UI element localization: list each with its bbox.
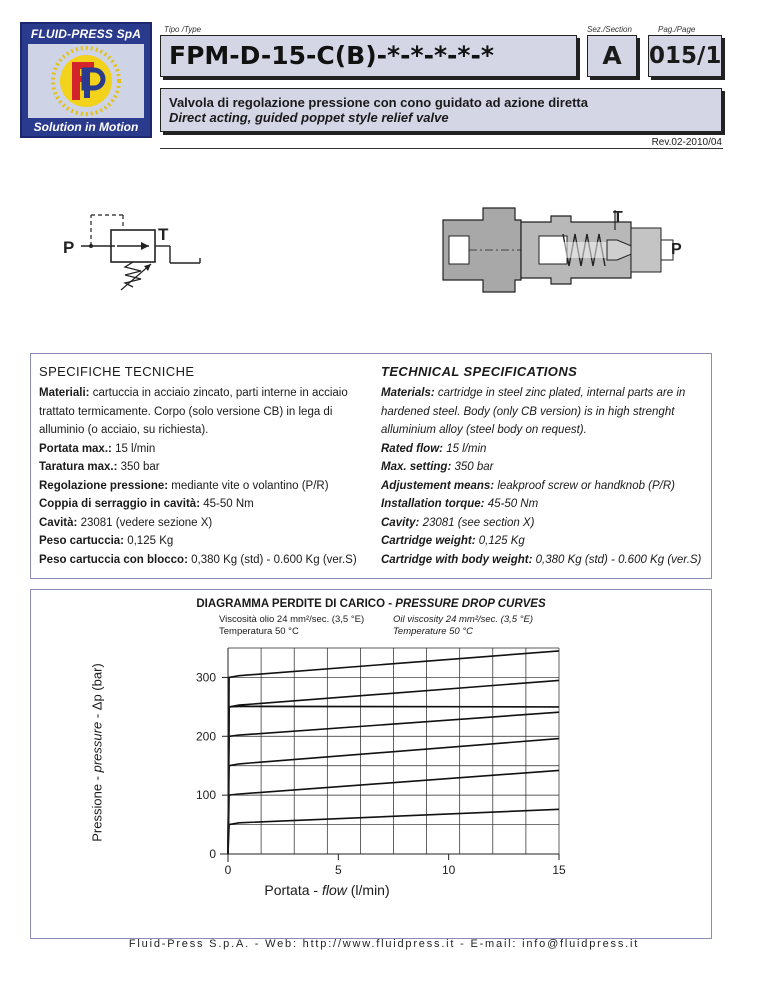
spec-cavity-en: Cavity: 23081 (see section X) [381, 516, 535, 529]
subtitle-italian: Valvola di regolazione pressione con cono guidato ad azione diretta [169, 95, 588, 110]
x-tick-label: 0 [224, 863, 232, 877]
chart-note-temp-it: Temperatura 50 °C [219, 626, 299, 637]
fp-emblem-icon [28, 44, 144, 118]
section-port-p: P [671, 241, 682, 258]
spec-torque-it: Coppia di serraggio in cavità: 45-50 Nm [39, 498, 254, 510]
x-tick-label: 5 [334, 863, 342, 877]
symbol-port-t: T [158, 225, 169, 244]
type-label: Tipo /Type [164, 25, 202, 34]
valve-section-drawing [435, 200, 695, 300]
model-title: FPM-D-15-C(B)-*-*-*-*-* [169, 41, 494, 70]
subtitle-box [160, 88, 722, 132]
subtitle-english: Direct acting, guided poppet style relief valve [169, 110, 449, 125]
spec-flow-it: Portata max.: 15 l/min [39, 442, 156, 455]
chart-note-viscosity-en: Oil viscosity 24 mm²/sec. (3,5 °E) [393, 614, 533, 625]
y-tick-label: 300 [195, 670, 216, 685]
x-axis-label: Portata - flow (l/min) [264, 882, 390, 898]
y-axis-label: Pressione - pressure - Δp (bar) [89, 663, 105, 842]
spec-cavity-it: Cavità: 23081 (vedere sezione X) [39, 516, 213, 529]
spec-flow-en: Rated flow: 15 l/min [381, 442, 487, 455]
x-tick-label: 10 [441, 863, 456, 877]
page-number: 015/1 [648, 35, 722, 77]
logo-company-name: FLUID-PRESS SpA [30, 27, 142, 41]
chart-note-temp-en: Temperature 50 °C [393, 626, 474, 637]
spec-box [30, 353, 712, 579]
spec-setting-en: Max. setting: 350 bar [381, 461, 494, 473]
spec-body-weight-it: Peso cartuccia con blocco: 0,380 Kg (std) - 0.600 Kg (ver.S) [39, 553, 357, 566]
spec-weight-en: Cartridge weight: 0,125 Kg [381, 535, 525, 547]
chart-note-viscosity-it: Viscosità olio 24 mm²/sec. (3,5 °E) [219, 614, 365, 625]
spec-adjust-it: Regolazione pressione: mediante vite o volantino (P/R) [39, 479, 329, 492]
graph-box [30, 589, 712, 939]
section-value: A [587, 35, 637, 77]
revision: Rev.02-2010/04 [651, 137, 722, 148]
footer-contact: Fluid-Press S.p.A. - Web: http://www.fluidpress.it - E-mail: info@fluidpress.it [128, 938, 640, 950]
company-logo [20, 22, 152, 138]
spec-materials-it: Materiali: cartuccia in acciaio zincato, parti interne in acciaio trattato termicamente. Corpo (solo versione CB) in lega di alluminio (o acciaio, su richiesta). [39, 387, 348, 436]
spec-list-it [39, 384, 369, 569]
spec-title-it: SPECIFICHE TECNICHE [39, 364, 195, 379]
y-tick-label: 100 [195, 788, 216, 803]
y-tick-label: 0 [209, 847, 216, 861]
spec-weight-it: Peso cartuccia: 0,125 Kg [39, 535, 174, 547]
spec-setting-it: Taratura max.: 350 bar [39, 461, 160, 473]
model-title-box [160, 35, 577, 77]
spec-list-en [381, 384, 703, 569]
section-label: Sez./Section [587, 25, 632, 34]
page-label: Pag./Page [658, 25, 696, 34]
spec-torque-en: Installation torque: 45-50 Nm [381, 498, 539, 510]
section-port-t: T [613, 209, 623, 226]
spec-title-en: TECHNICAL SPECIFICATIONS [381, 364, 578, 379]
spec-materials-en: Materials: cartridge in steel zinc plated, internal parts are in hardened steel. Body (only CB version) is in high strenght alluminium alloy (steel body on request). [381, 387, 686, 436]
spec-adjust-en: Adjustement means: leakproof screw or handknob (P/R) [381, 479, 676, 492]
header-divider [160, 148, 723, 149]
symbol-port-p: P [63, 238, 75, 257]
spec-body-weight-en: Cartridge with body weight: 0,380 Kg (std) - 0.600 Kg (ver.S) [381, 553, 702, 566]
x-tick-label: 15 [552, 863, 566, 877]
logo-tagline: Solution in Motion [33, 120, 139, 134]
chart-title-it: DIAGRAMMA PERDITE DI CARICO - [196, 598, 396, 610]
hydraulic-symbol [55, 200, 235, 300]
y-tick-label: 200 [195, 729, 216, 744]
logo-emblem [28, 44, 144, 118]
chart-title-en: PRESSURE DROP CURVES [395, 598, 546, 610]
